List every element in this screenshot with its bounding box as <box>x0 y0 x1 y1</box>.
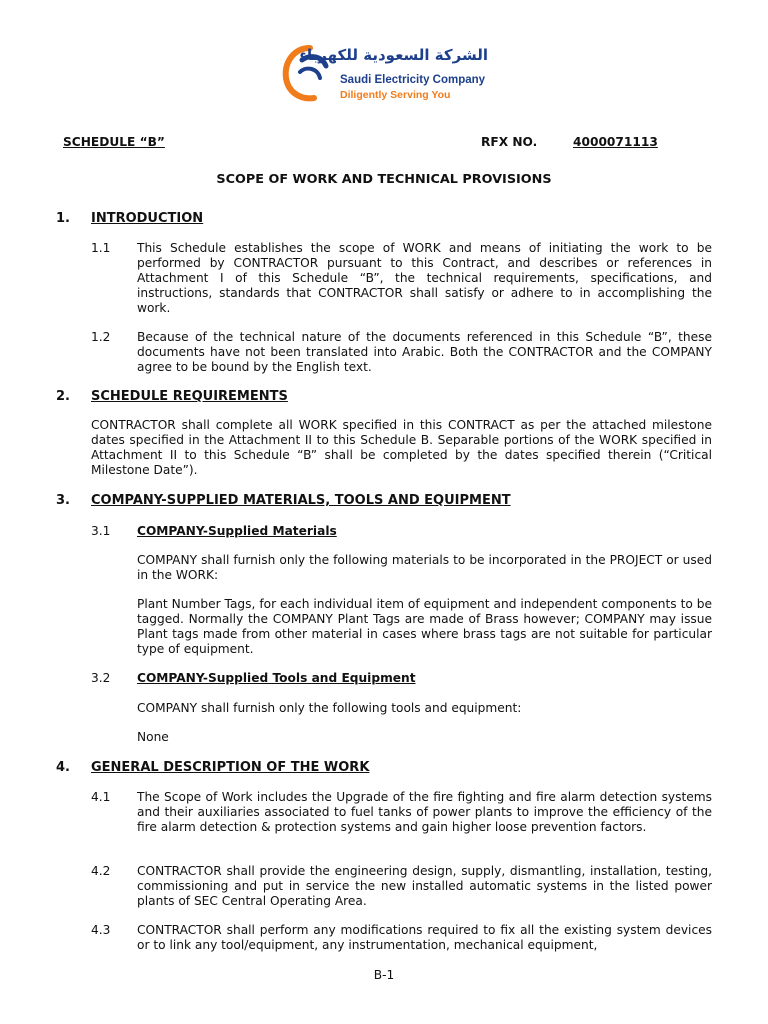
clause-4-1-number: 4.1 <box>91 790 111 804</box>
clause-1-1-text: This Schedule establishes the scope of WORK and means of initiating the work to be performed by CONTRACTOR pursuant to this Contract, and describes or references in Attachment I of this Schedule “B”, the technical requirements, specifications, and instructions, standards that CONTRACTOR shall satisfy or adhere to in accomplishing the work. <box>137 241 712 315</box>
rfx-label: RFX NO. <box>481 135 538 149</box>
clause-1-1-number: 1.1 <box>91 241 111 255</box>
clause-4-3-number: 4.3 <box>91 923 111 937</box>
section-2-text: CONTRACTOR shall complete all WORK specified in this CONTRACT as per the attached milestone dates specified in the Attachment II to this Schedule B. Separable portions of the WORK specified in Attachment II to this Schedule “B” shall be completed by the dates specified therein (“Critical Milestone Date”). <box>91 418 712 477</box>
clause-4-3-text: CONTRACTOR shall perform any modifications required to fix all the existing system devices or to link any tool/equipment, any instrumentation, mechanical equipment, <box>137 923 712 952</box>
clause-4-1-text: The Scope of Work includes the Upgrade of the fire fighting and fire alarm detection systems and their auxiliaries associated to fuel tanks of power plants to improve the efficiency of the fire alarm detection & protection systems and gain higher loose prevention factors. <box>137 790 712 834</box>
page-number: B-1 <box>373 968 395 982</box>
section-3-title: COMPANY-SUPPLIED MATERIALS, TOOLS AND EQUIPMENT <box>91 493 511 508</box>
section-2-title: SCHEDULE REQUIREMENTS <box>91 389 288 404</box>
clause-4-2-text: CONTRACTOR shall provide the engineering design, supply, dismantling, installation, testing, commissioning and put in service the new installed automatic systems in the listed power plants of SEC Central Operating Area. <box>137 864 712 908</box>
clause-3-1-title: COMPANY-Supplied Materials <box>137 524 337 538</box>
company-logo <box>280 40 490 108</box>
section-4-title: GENERAL DESCRIPTION OF THE WORK <box>91 760 370 775</box>
logo-company-name: Saudi Electricity Company <box>340 74 486 86</box>
section-2-number: 2. <box>56 389 70 404</box>
clause-1-2-text: Because of the technical nature of the documents referenced in this Schedule “B”, these documents have not been translated into Arabic. Both the CONTRACTOR and the COMPANY agree to be bound by the English text. <box>137 330 712 374</box>
clause-3-2-text-a: COMPANY shall furnish only the following tools and equipment: <box>137 701 522 715</box>
rfx-number: 4000071113 <box>573 135 658 149</box>
section-1-number: 1. <box>56 211 70 226</box>
clause-1-2-number: 1.2 <box>91 330 111 344</box>
clause-3-1-text-b: Plant Number Tags, for each individual item of equipment and independent components to be tagged. Normally the COMPANY Plant Tags are made of Brass however; COMPANY may issue Plant tags made from other material in cases where brass tags are not suitable for particular type of equipment. <box>137 597 712 656</box>
clause-3-2-text-b: None <box>137 730 169 744</box>
clause-3-1-text-a: COMPANY shall furnish only the following materials to be incorporated in the PROJECT or used in the WORK: <box>137 553 712 582</box>
section-4-number: 4. <box>56 760 70 775</box>
clause-3-1-number: 3.1 <box>91 524 111 538</box>
document-title: SCOPE OF WORK AND TECHNICAL PROVISIONS <box>216 172 552 187</box>
clause-3-2-title: COMPANY-Supplied Tools and Equipment <box>137 671 416 685</box>
schedule-label: SCHEDULE “B” <box>63 135 165 149</box>
section-3-number: 3. <box>56 493 70 508</box>
section-1-title: INTRODUCTION <box>91 211 204 226</box>
logo-tagline: Diligently Serving You <box>340 89 451 101</box>
clause-4-2-number: 4.2 <box>91 864 111 878</box>
logo-arabic-name: الشركة السعودية للكهرباء <box>299 46 488 64</box>
clause-3-2-number: 3.2 <box>91 671 111 685</box>
